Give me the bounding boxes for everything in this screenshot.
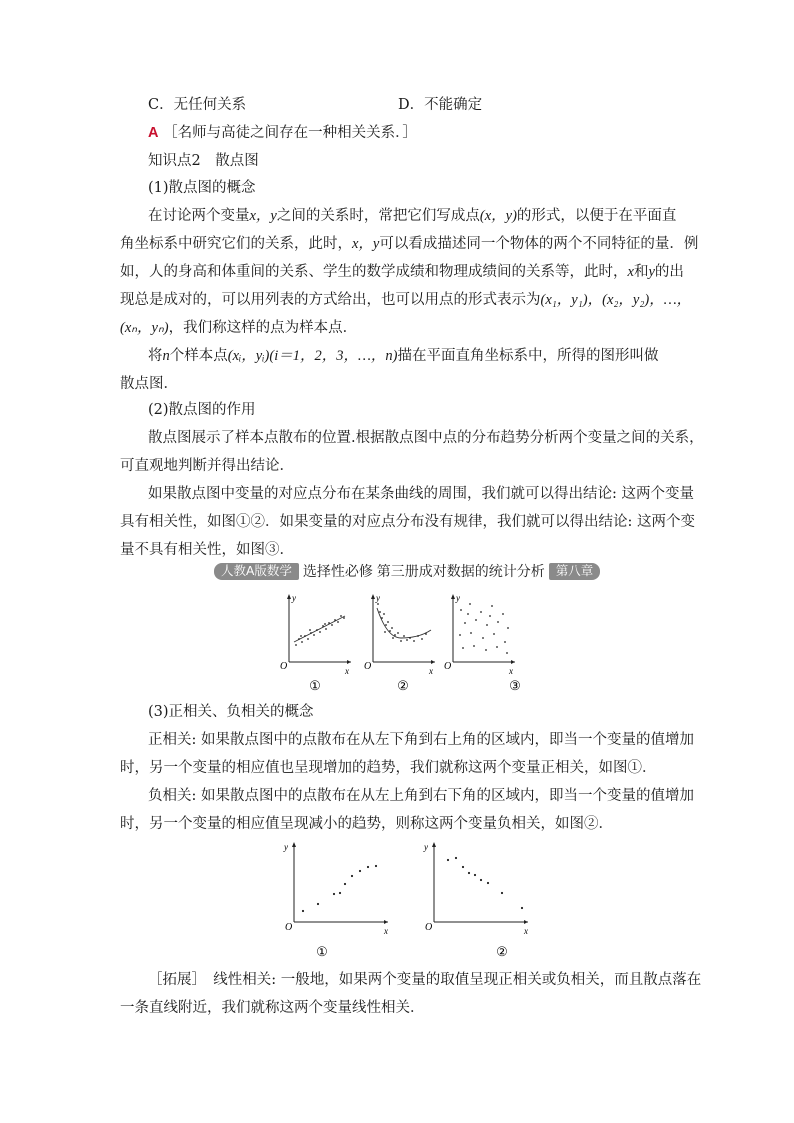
s1-line-2: 角坐标系中研究它们的关系，此时，x，y可以看成描述同一个物体的两个不同特征的量．例 [120,236,699,252]
svg-text:O: O [285,922,293,933]
svg-text:O: O [444,661,452,672]
s1-line-4: 现总是成对的，可以用列表的方式给出，也可以用点的形式表示为(x₁，y₁)，(x₂，y₂)，…， [120,292,692,308]
svg-text:x: x [509,666,513,676]
section-1-heading: (1)散点图的概念 [148,180,256,196]
svg-text:x: x [429,666,433,676]
answer-letter: A [148,125,159,141]
svg-text:y: y [284,842,288,852]
scatter-figures-set-1 [275,590,535,695]
s2-line-2: 可直观地判断并得出结论． [120,458,294,474]
figure-2-2 [423,842,528,959]
knowledge-point-title: 知识点2 散点图 [148,153,259,169]
answer-line [148,123,417,143]
svg-text:y: y [424,842,428,852]
svg-text:①: ① [309,678,321,693]
answer-explanation: ［名师与高徒之间存在一种相关关系．］ [163,125,417,141]
svg-text:②: ② [496,944,508,959]
s1-line-5: (xₙ，yₙ)，我们称这样的点为样本点． [120,320,358,336]
s2-line-4: 具有相关性，如图①②．如果变量的对应点分布没有规律，我们就可以得出结论: 这两个变 [120,514,695,530]
extension-line-2: 一条直线附近，我们就称这两个变量线性相关． [120,1000,425,1016]
svg-text:O: O [280,661,288,672]
figure-1-2 [364,593,435,693]
s2-line-1: 散点图展示了样本点散布的位置.根据散点图中点的分布趋势分析两个变量之间的关系， [148,430,704,446]
s1-line-3: 如，人的身高和体重间的关系、学生的数学成绩和物理成绩间的关系等，此时，x和y的出 [120,264,684,280]
svg-text:y: y [292,593,296,603]
banner-title: 选择性必修 第三册成对数据的统计分析 [302,563,545,579]
svg-text:②: ② [397,678,409,693]
header-banner [214,562,600,580]
s3-positive-line-2: 时，另一个变量的相应值也呈现增加的趋势，我们就称这两个变量正相关，如图①． [120,760,657,776]
banner-chapter: 第八章 [549,563,601,580]
s1-line-7: 散点图． [120,376,178,392]
svg-text:O: O [364,661,372,672]
svg-text:x: x [345,666,349,676]
s2-line-3: 如果散点图中变量的对应点分布在某条曲线的周围，我们就可以得出结论: 这两个变量 [148,486,694,502]
svg-text:y: y [376,593,380,603]
figure-1-1 [280,593,351,693]
svg-text:x: x [524,926,528,936]
svg-text:x: x [384,926,388,936]
svg-text:③: ③ [509,678,521,693]
s1-line-6: 将n个样本点(xᵢ，yᵢ)(i＝1，2，3，…，n)描在平面直角坐标系中，所得的图形叫做 [148,348,659,364]
figure-1-3 [444,593,521,693]
banner-book: 人教A版数学 [214,563,299,580]
s3-negative-line-2: 时，另一个变量的相应值呈现减小的趋势，则称这两个变量负相关，如图②． [120,816,613,832]
s2-line-5: 量不具有相关性，如图③． [120,542,294,558]
section-3-heading: (3)正相关、负相关的概念 [148,704,314,720]
option-c: C．无任何关系 [148,97,247,113]
scatter-figures-set-2 [280,838,550,963]
s1-line-1: 在讨论两个变量x，y之间的关系时，常把它们写成点(x，y)的形式，以便于在平面直 [148,208,677,224]
section-2-heading: (2)散点图的作用 [148,402,256,418]
svg-text:O: O [425,922,433,933]
svg-text:y: y [456,593,460,603]
svg-text:①: ① [316,944,328,959]
extension-line-1: ［拓展］ 线性相关: 一般地，如果两个变量的取值呈现正相关或负相关，而且散点落在 [148,972,702,988]
option-d: D．不能确定 [398,97,483,113]
figure-2-1 [283,842,388,959]
s3-positive-line-1: 正相关: 如果散点图中的点散布在从左下角到右上角的区域内，即当一个变量的值增加 [148,732,694,748]
s3-negative-line-1: 负相关: 如果散点图中的点散布在从左上角到右下角的区域内，即当一个变量的值增加 [148,788,694,804]
